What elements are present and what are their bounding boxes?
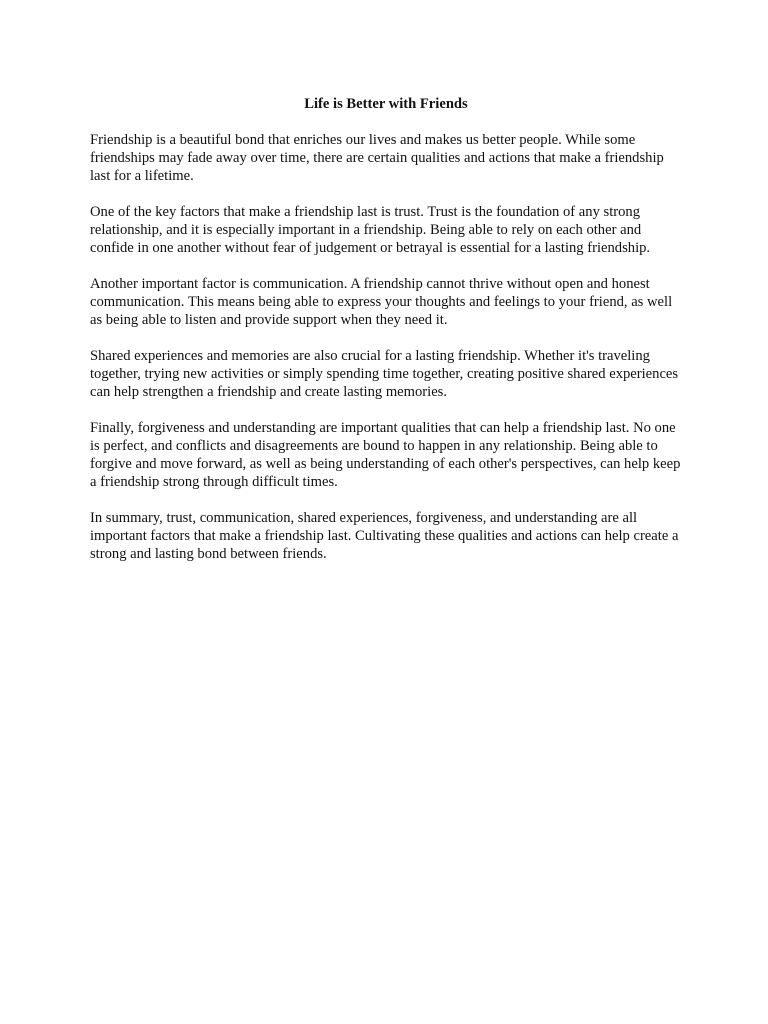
- paragraph-summary: In summary, trust, communication, shared experiences, forgiveness, and understanding are all important factors that make a friendship last. Cultivating these qualities and actions can help create a strong and lasting bond between friends.: [90, 510, 679, 562]
- paragraph-shared-experiences: Shared experiences and memories are also crucial for a lasting friendship. Whether it's traveling together, trying new activities or simply spending time together, creating positive shared experiences can help strengthen a friendship and create lasting memories.: [90, 348, 679, 400]
- document-body: [90, 95, 682, 581]
- paragraph-trust: One of the key factors that make a friendship last is trust. Trust is the foundation of any strong relationship, and it is especially important in a friendship. Being able to rely on each other and confide in one another without fear of judgement or betrayal is essential for a lasting friendship.: [90, 204, 651, 256]
- paragraph-communication: Another important factor is communication. A friendship cannot thrive without open and honest communication. This means being able to express your thoughts and feelings to your friend, as well as being able to listen and provide support when they need it.: [90, 276, 673, 328]
- paragraph-forgiveness: Finally, forgiveness and understanding are important qualities that can help a friendship last. No one is perfect, and conflicts and disagreements are bound to happen in any relationship. Being able to forgive and move forward, as well as being understanding of each other's perspectives, can help keep a friendship strong through difficult times.: [90, 420, 681, 490]
- paragraph-intro: Friendship is a beautiful bond that enriches our lives and makes us better people. While some friendships may fade away over time, there are certain qualities and actions that make a friendship last for a lifetime.: [90, 132, 664, 184]
- document-title: Life is Better with Friends: [304, 96, 468, 112]
